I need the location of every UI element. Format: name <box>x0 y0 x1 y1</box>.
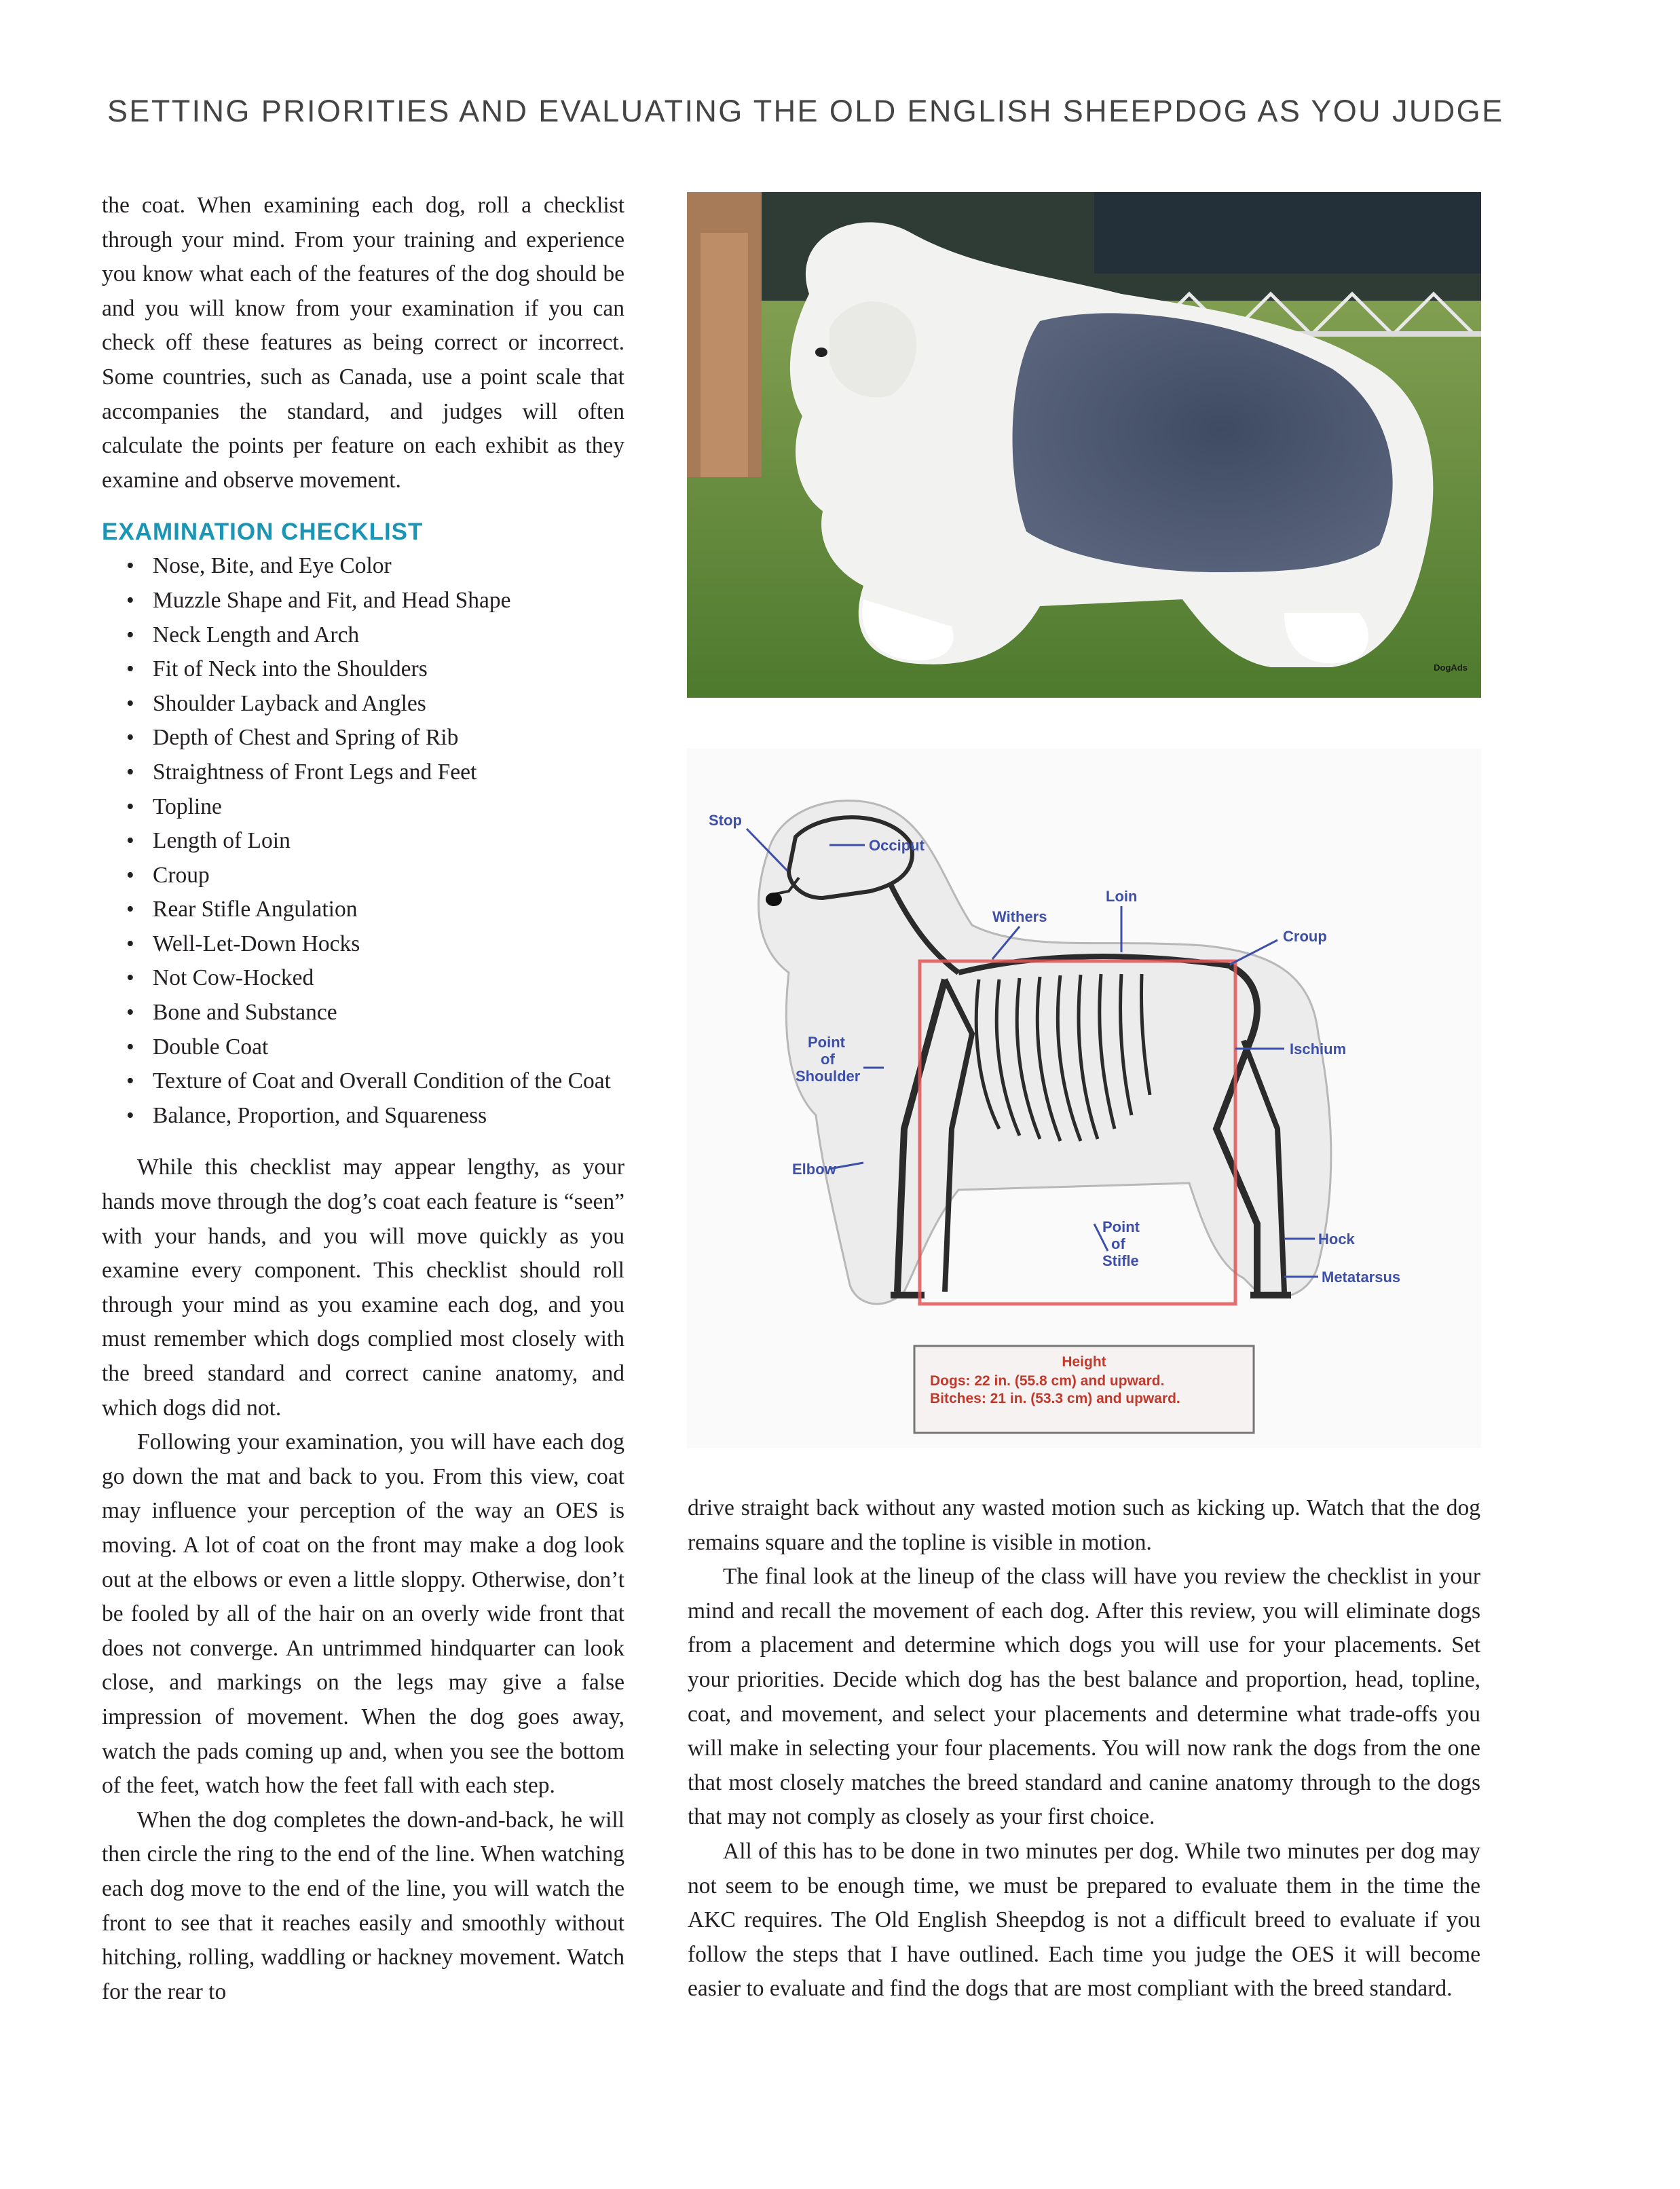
checklist-item: • Depth of Chest and Spring of Rib <box>102 721 624 755</box>
sheepdog-photo-illustration <box>687 192 1481 698</box>
body-paragraph: The final look at the lineup of the class will have you review the checklist in your mind and recall the movement of each dog. After this review, you will eliminate dogs from a placement and determine which dogs you will use for your placements. Set your priorities. Decide which dog has the best balance and proportion, head, topline, coat, and movement, and select your placements and determine what trade-offs you will make in selecting your four placements. You will now rank the dogs from the one that most closely matches the breed standard and canine anatomy through to the dogs that may not comply as closely as your first choice. <box>688 1564 1480 1830</box>
checklist-item: • Rear Stifle Angulation <box>102 893 624 927</box>
body-paragraph: While this checklist may appear lengthy, as your hands move through the dog’s coat each feature is “seen” with your hands, and you will move quickly as you examine every component. This checklist should roll through your mind as you examine each dog, and you must remember which dogs complied most closely with the breed standard and correct canine anatomy, and which dogs did not. <box>102 1155 624 1421</box>
diagram-label-stop: Stop <box>709 812 742 829</box>
checklist-item: • Shoulder Layback and Angles <box>102 687 624 722</box>
checklist-item: • Bone and Substance <box>102 996 624 1030</box>
checklist-item: • Straightness of Front Legs and Feet <box>102 755 624 790</box>
checklist-item: • Croup <box>102 859 624 893</box>
examination-checklist <box>102 549 624 1133</box>
checklist-item: • Muzzle Shape and Fit, and Head Shape <box>102 584 624 618</box>
checklist-item: • Nose, Bite, and Eye Color <box>102 549 624 584</box>
body-paragraph: All of this has to be done in two minutes per dog. While two minutes per dog may not seem to be enough time, we must be prepared to evaluate them in the time the AKC requires. The Old English Sheepdog is not a difficult breed to evaluate if you follow the steps that I have outlined. Each time you judge the OES it will become easier to evaluate and find the dogs that are most compliant with the breed standard. <box>688 1838 1480 2002</box>
diagram-label-loin: Loin <box>1106 888 1138 905</box>
checklist-item: • Texture of Coat and Overall Condition of the Coat <box>102 1064 624 1099</box>
diagram-label-point-of-shoulder: Shoulder <box>796 1068 861 1085</box>
skeleton-diagram-illustration <box>687 749 1481 1448</box>
checklist-item: • Neck Length and Arch <box>102 618 624 653</box>
running-head: SETTING PRIORITIES AND EVALUATING THE OLD ENGLISH SHEEPDOG AS YOU JUDGE <box>107 94 1504 128</box>
diagram-label-point-of-stifle: of <box>1111 1235 1125 1252</box>
photo-credit: DogAds <box>1434 662 1468 673</box>
right-column <box>688 1491 1480 2006</box>
diagram-label-croup: Croup <box>1283 928 1327 945</box>
body-paragraph: Following your examination, you will have each dog go down the mat and back to you. From this view, coat may influence your perception of the way an OES is moving. A lot of coat on the front may make a dog look out at the elbows or even a little sloppy. Otherwise, don’t be fooled by all of the hair on an overly wide front that does not converge. An untrimmed hindquarter can look close, and markings on the legs may give a false impression of movement. When the dog goes away, watch the pads coming up and, when you see the bottom of the feet, watch how the feet fall with each step. <box>102 1429 624 1799</box>
height-box-bitches: Bitches: 21 in. (53.3 cm) and upward. <box>930 1391 1180 1406</box>
diagram-label-elbow: Elbow <box>792 1161 836 1178</box>
diagram-label-point-of-shoulder: Point <box>808 1034 845 1051</box>
checklist-item: • Topline <box>102 790 624 825</box>
checklist-item: • Length of Loin <box>102 824 624 859</box>
checklist-item: • Balance, Proportion, and Squareness <box>102 1099 624 1134</box>
left-column <box>102 189 624 2009</box>
checklist-item: • Fit of Neck into the Shoulders <box>102 652 624 687</box>
diagram-label-point-of-stifle: Point <box>1102 1218 1140 1235</box>
checklist-item: • Not Cow-Hocked <box>102 961 624 996</box>
height-box-dogs: Dogs: 22 in. (55.8 cm) and upward. <box>930 1373 1165 1389</box>
intro-paragraph: the coat. When examining each dog, roll a checklist through your mind. From your training and experience you know what each of the features of the dog should be and you will know from your examination if you can check off these features as being correct or incorrect. Some countries, such as Canada, use a point scale that accompanies the standard, and judges will often calculate the points per feature on each exhibit as they examine and observe movement. <box>102 193 624 493</box>
body-paragraph: drive straight back without any wasted motion such as kicking up. Watch that the dog remains square and the topline is visible in motion. <box>688 1495 1480 1555</box>
diagram-label-ischium: Ischium <box>1290 1041 1347 1058</box>
checklist-item: • Double Coat <box>102 1030 624 1065</box>
checklist-heading: EXAMINATION CHECKLIST <box>102 519 424 546</box>
diagram-label-hock: Hock <box>1318 1231 1355 1248</box>
diagram-label-point-of-stifle: Stifle <box>1102 1252 1139 1269</box>
body-paragraph: When the dog completes the down-and-back, he will then circle the ring to the end of the line. When watching each dog move to the end of the line, you will watch the front to see that it reaches easily and smoothly without hitching, rolling, waddling or hackney movement. Watch for the rear to <box>102 1807 624 2004</box>
diagram-label-withers: Withers <box>992 908 1047 925</box>
sheepdog-photo <box>687 192 1481 698</box>
diagram-label-point-of-shoulder: of <box>821 1051 835 1068</box>
checklist-item: • Well-Let-Down Hocks <box>102 927 624 962</box>
diagram-label-occiput: Occiput <box>869 837 925 854</box>
height-box-title: Height <box>1062 1354 1106 1370</box>
diagram-label-metatarsus: Metatarsus <box>1322 1269 1401 1286</box>
skeleton-diagram <box>687 749 1481 1448</box>
